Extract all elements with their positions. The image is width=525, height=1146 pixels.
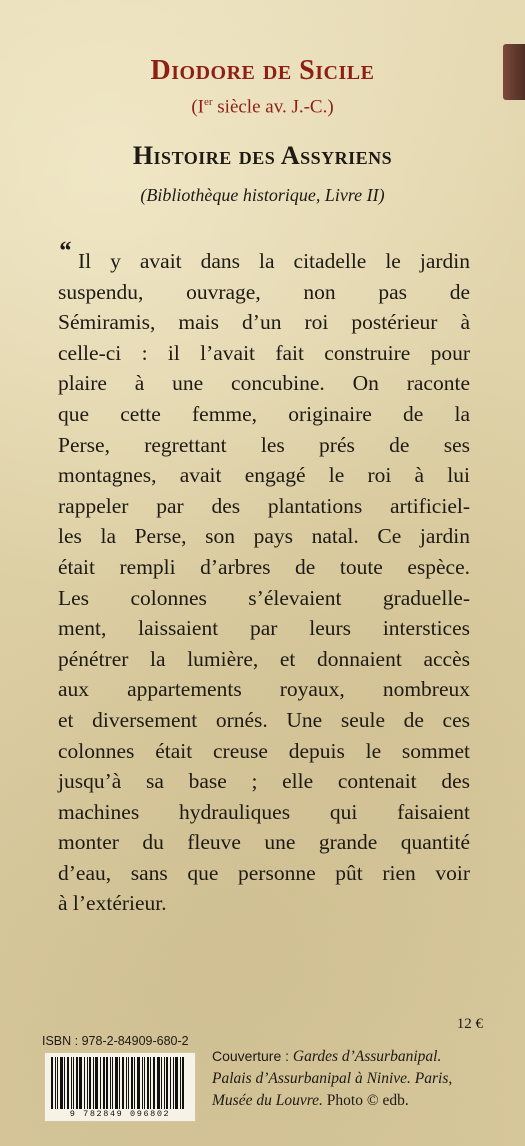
book-title: Histoire des Assyriens [132,141,393,170]
quote-line: à l’extérieur. [58,891,167,916]
barcode-bar [150,1057,151,1109]
artwork-location: Palais d’Assurbanipal à Ninive. Paris, [212,1070,453,1087]
quote-line: machines hydrauliques qui faisaient [58,799,470,824]
quote-passage [58,246,470,919]
quote-line: celle-ci : il l’avait fait construire pour [58,340,470,365]
barcode-bar [126,1057,127,1109]
barcode-bar [175,1057,178,1109]
barcode-bar [122,1057,124,1109]
quote-line: d’eau, sans que personne pût rien voir [58,860,470,885]
barcode-bar [57,1057,58,1109]
barcode [44,1052,196,1122]
barcode-bar [51,1057,53,1109]
barcode-bar [153,1057,155,1109]
author-name: Diodore de Sicile [150,55,375,86]
barcode-bar [67,1057,69,1109]
barcode-bar [164,1057,165,1109]
quote-line: jusqu’à sa base ; elle contenait des [58,769,470,794]
barcode-bar [89,1057,91,1109]
photo-credit: Photo © edb. [322,1092,409,1109]
quote-line: rappeler par des plantations artificiel- [58,493,470,518]
barcode-bar [79,1057,82,1109]
author-era: (Ier siècle av. J.-C.) [191,96,334,118]
isbn-label: ISBN : 978-2-84909-680-2 [42,1034,189,1048]
barcode-bar [95,1057,98,1109]
barcode-bar [112,1057,113,1109]
quote-line: et diversement ornés. Une seule de ces [58,707,470,732]
barcode-bar [110,1057,111,1109]
museum-name: Musée du Louvre. [212,1092,323,1109]
barcode-bars [51,1057,189,1109]
quote-line: les la Perse, son pays natal. Ce jardin [58,524,470,549]
barcode-bar [76,1057,78,1109]
barcode-bar [166,1057,168,1109]
barcode-bar [147,1057,149,1109]
barcode-bar [128,1057,129,1109]
quote-line: monter du fleuve une grande quantité [58,830,470,855]
barcode-bar [71,1057,72,1109]
quote-line: aux appartements royaux, nombreux [58,677,470,702]
barcode-bar [55,1057,56,1109]
opening-quote-mark: “ [58,236,71,265]
barcode-digits: 9 782849 096802 [69,1109,171,1119]
quote-line: suspendu, ouvrage, non pas de [58,279,470,304]
quote-line: montagnes, avait engagé le roi à lui [58,463,470,488]
quote-line: Les colonnes s’élevaient graduelle- [58,585,470,610]
barcode-bar [115,1057,118,1109]
quote-line: colonnes était creuse depuis le sommet [58,738,470,763]
barcode-bar [161,1057,162,1109]
barcode-bar [182,1057,184,1109]
barcode-bar [106,1057,108,1109]
cover-label: Couverture : [212,1048,290,1064]
barcode-bar [60,1057,63,1109]
barcode-bar [170,1057,171,1109]
book-subtitle: (Bibliothèque historique, Livre II) [140,185,385,205]
barcode-bar [137,1057,140,1109]
quote-line: pénétrer la lumière, et donnaient accès [58,646,470,671]
barcode-bar [100,1057,101,1109]
barcode-bar [119,1057,120,1109]
quote-line: que cette femme, originaire de la [58,401,470,426]
barcode-bar [180,1057,181,1109]
barcode-bar [131,1057,133,1109]
cover-credits [212,1045,502,1112]
barcode-bar [84,1057,85,1109]
quote-line: Il y avait dans la citadelle le jardin [78,249,470,273]
barcode-bar [173,1057,174,1109]
barcode-bar [64,1057,65,1109]
barcode-bar [144,1057,145,1109]
quote-line: Sémiramis, mais d’un roi postérieur à [58,310,470,335]
barcode-bar [73,1057,74,1109]
price-label: 12 € [456,1016,483,1032]
quote-line: plaire à une concubine. On raconte [58,371,470,396]
barcode-bar [87,1057,88,1109]
barcode-bar [157,1057,160,1109]
quote-line: était rempli d’arbres de toute espèce. [58,554,470,579]
quote-line: ment, laissaient par leurs interstices [58,616,470,641]
barcode-bar [103,1057,105,1109]
quote-line: Perse, regrettant les prés de ses [58,432,470,457]
cover-artwork-title: Gardes d’Assurbanipal. [292,1048,442,1065]
barcode-bar [134,1057,135,1109]
barcode-bar [93,1057,94,1109]
barcode-bar [142,1057,143,1109]
